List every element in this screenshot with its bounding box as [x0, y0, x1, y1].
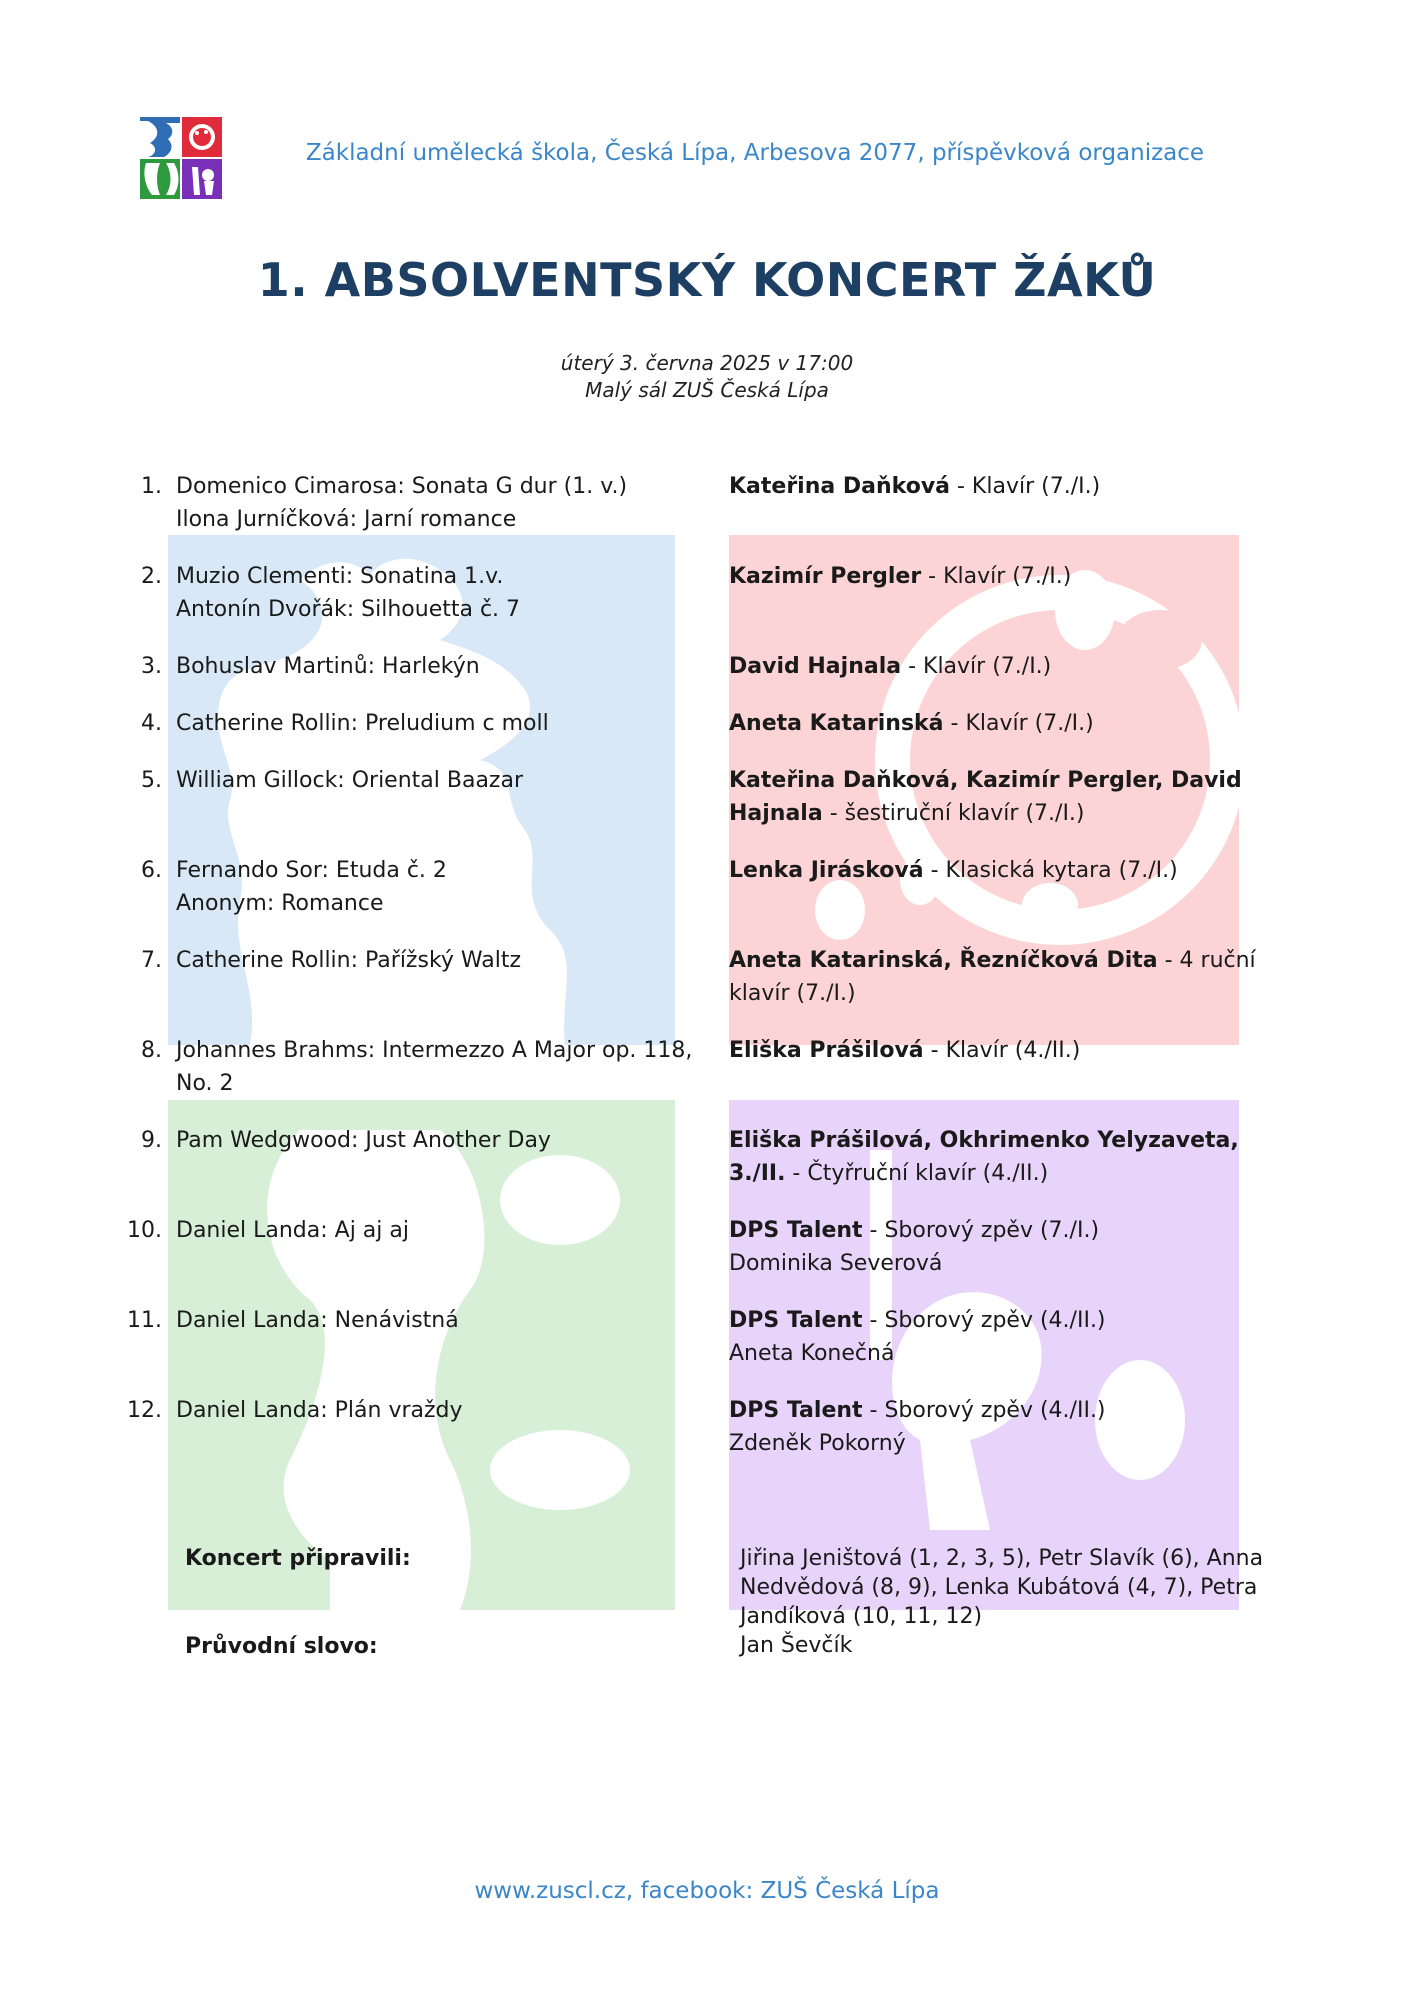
item-pieces — [176, 1394, 716, 1427]
item-pieces — [176, 1034, 716, 1100]
item-number: 2. — [141, 564, 162, 589]
piece: Johannes Brahms: Intermezzo A Major op. 118, No. 2 — [176, 1038, 693, 1096]
piece: William Gillock: Oriental Baazar — [176, 768, 524, 793]
performer-names: DPS Talent — [729, 1218, 863, 1243]
concert-venue: Malý sál ZUŠ Česká Lípa — [585, 378, 829, 402]
conductor-name: Aneta Konečná — [729, 1341, 895, 1366]
item-number: 12. — [127, 1398, 162, 1423]
prepared-by-label: Koncert připravili: — [185, 1546, 411, 1571]
performer-names: Eliška Prášilová — [729, 1038, 924, 1063]
performer-names: Kazimír Pergler — [729, 564, 922, 589]
item-number: 3. — [141, 654, 162, 679]
piece: Catherine Rollin: Preludium c moll — [176, 711, 549, 736]
item-number: 9. — [141, 1128, 162, 1153]
item-performers — [729, 1394, 1284, 1460]
performer-names: Lenka Jirásková — [729, 858, 924, 883]
item-performers — [729, 1034, 1284, 1067]
performer-instrument: - šestiruční klavír (7./I.) — [822, 801, 1085, 826]
item-pieces — [176, 944, 716, 977]
item-performers — [729, 854, 1284, 887]
performer-names: Kateřina Daňková — [729, 474, 950, 499]
item-pieces — [176, 1124, 716, 1157]
item-number: 7. — [141, 948, 162, 973]
item-performers — [729, 1124, 1284, 1190]
item-performers — [729, 944, 1284, 1010]
piece: Fernando Sor: Etuda č. 2 — [176, 858, 447, 883]
performer-instrument: - Sborový zpěv (7./I.) — [862, 1218, 1100, 1243]
performer-instrument: - Klavír (4./II.) — [923, 1038, 1081, 1063]
green-mask-shape — [168, 1100, 675, 1610]
item-number: 10. — [127, 1218, 162, 1243]
item-performers — [729, 707, 1284, 740]
performer-instrument: - Klavír (7./I.) — [943, 711, 1094, 736]
performer-names: David Hajnala — [729, 654, 902, 679]
performer-instrument: - Klasická kytara (7./I.) — [923, 858, 1178, 883]
item-number: 5. — [141, 768, 162, 793]
performer-names: Aneta Katarinská, Řezníčková Dita — [729, 948, 1158, 973]
piece: Pam Wedgwood: Just Another Day — [176, 1128, 551, 1153]
speech-value: Jan Ševčík — [740, 1633, 853, 1658]
performer-names: Kateřina Daňková, Kazimír Pergler, David Hajnala — [729, 768, 1242, 826]
concert-date: úterý 3. června 2025 v 17:00 — [560, 351, 854, 375]
item-pieces — [176, 650, 716, 683]
item-number: 8. — [141, 1038, 162, 1063]
performer-instrument: - Čtyřruční klavír (4./II.) — [785, 1161, 1049, 1186]
piece: Antonín Dvořák: Silhouetta č. 7 — [176, 597, 521, 622]
piece: Catherine Rollin: Pařížský Waltz — [176, 948, 522, 973]
performer-names: Eliška Prášilová, Okhrimenko Yelyzaveta, 3./II. — [729, 1128, 1239, 1186]
item-number: 6. — [141, 858, 162, 883]
piece: Daniel Landa: Plán vraždy — [176, 1398, 463, 1423]
piece: Anonym: Romance — [176, 891, 384, 916]
item-pieces — [176, 764, 716, 797]
piece: Domenico Cimarosa: Sonata G dur (1. v.) — [176, 474, 628, 499]
piece: Bohuslav Martinů: Harlekýn — [176, 654, 480, 679]
performer-instrument: - Sborový zpěv (4./II.) — [862, 1398, 1106, 1423]
item-pieces — [176, 707, 716, 740]
performer-names: Aneta Katarinská — [729, 711, 944, 736]
item-performers — [729, 560, 1284, 593]
prepared-by-value: Jiřina Jeništová (1, 2, 3, 5), Petr Slavík (6), Anna Nedvědová (8, 9), Lenka Kubátová (4, 7), Petra Jandíková (10, 11, 12) — [740, 1546, 1264, 1629]
school-name: Základní umělecká škola, Česká Lípa, Arbesova 2077, příspěvková organizace — [305, 140, 1205, 166]
item-performers — [729, 470, 1284, 503]
page-title: 1. ABSOLVENTSKÝ KONCERT ŽÁKŮ — [257, 253, 1157, 307]
piece: Daniel Landa: Aj aj aj — [176, 1218, 409, 1243]
performer-names: DPS Talent — [729, 1398, 863, 1423]
conductor-name: Zdeněk Pokorný — [729, 1431, 906, 1456]
item-pieces — [176, 1304, 716, 1337]
item-performers — [729, 650, 1284, 683]
item-performers — [729, 1214, 1284, 1280]
item-number: 4. — [141, 711, 162, 736]
item-pieces — [176, 470, 716, 536]
school-logo — [140, 117, 222, 199]
item-pieces — [176, 560, 716, 626]
performer-instrument: - 4 ruční klavír (7./I.) — [729, 948, 1256, 1006]
performer-instrument: - Klavír (7./I.) — [921, 564, 1072, 589]
conductor-name: Dominika Severová — [729, 1251, 943, 1276]
item-pieces — [176, 854, 716, 920]
footer-links: www.zuscl.cz, facebook: ZUŠ Česká Lípa — [474, 1878, 940, 1904]
item-performers — [729, 1304, 1284, 1370]
item-performers — [729, 764, 1284, 830]
piece: Ilona Jurníčková: Jarní romance — [176, 507, 517, 532]
performer-instrument: - Klavír (7./I.) — [901, 654, 1052, 679]
item-pieces — [176, 1214, 716, 1247]
performer-instrument: - Klavír (7./I.) — [950, 474, 1101, 499]
piece: Muzio Clementi: Sonatina 1.v. — [176, 564, 504, 589]
performer-instrument: - Sborový zpěv (4./II.) — [862, 1308, 1106, 1333]
item-number: 11. — [127, 1308, 162, 1333]
performer-names: DPS Talent — [729, 1308, 863, 1333]
item-number: 1. — [141, 474, 162, 499]
speech-label: Průvodní slovo: — [185, 1634, 378, 1659]
piece: Daniel Landa: Nenávistná — [176, 1308, 459, 1333]
